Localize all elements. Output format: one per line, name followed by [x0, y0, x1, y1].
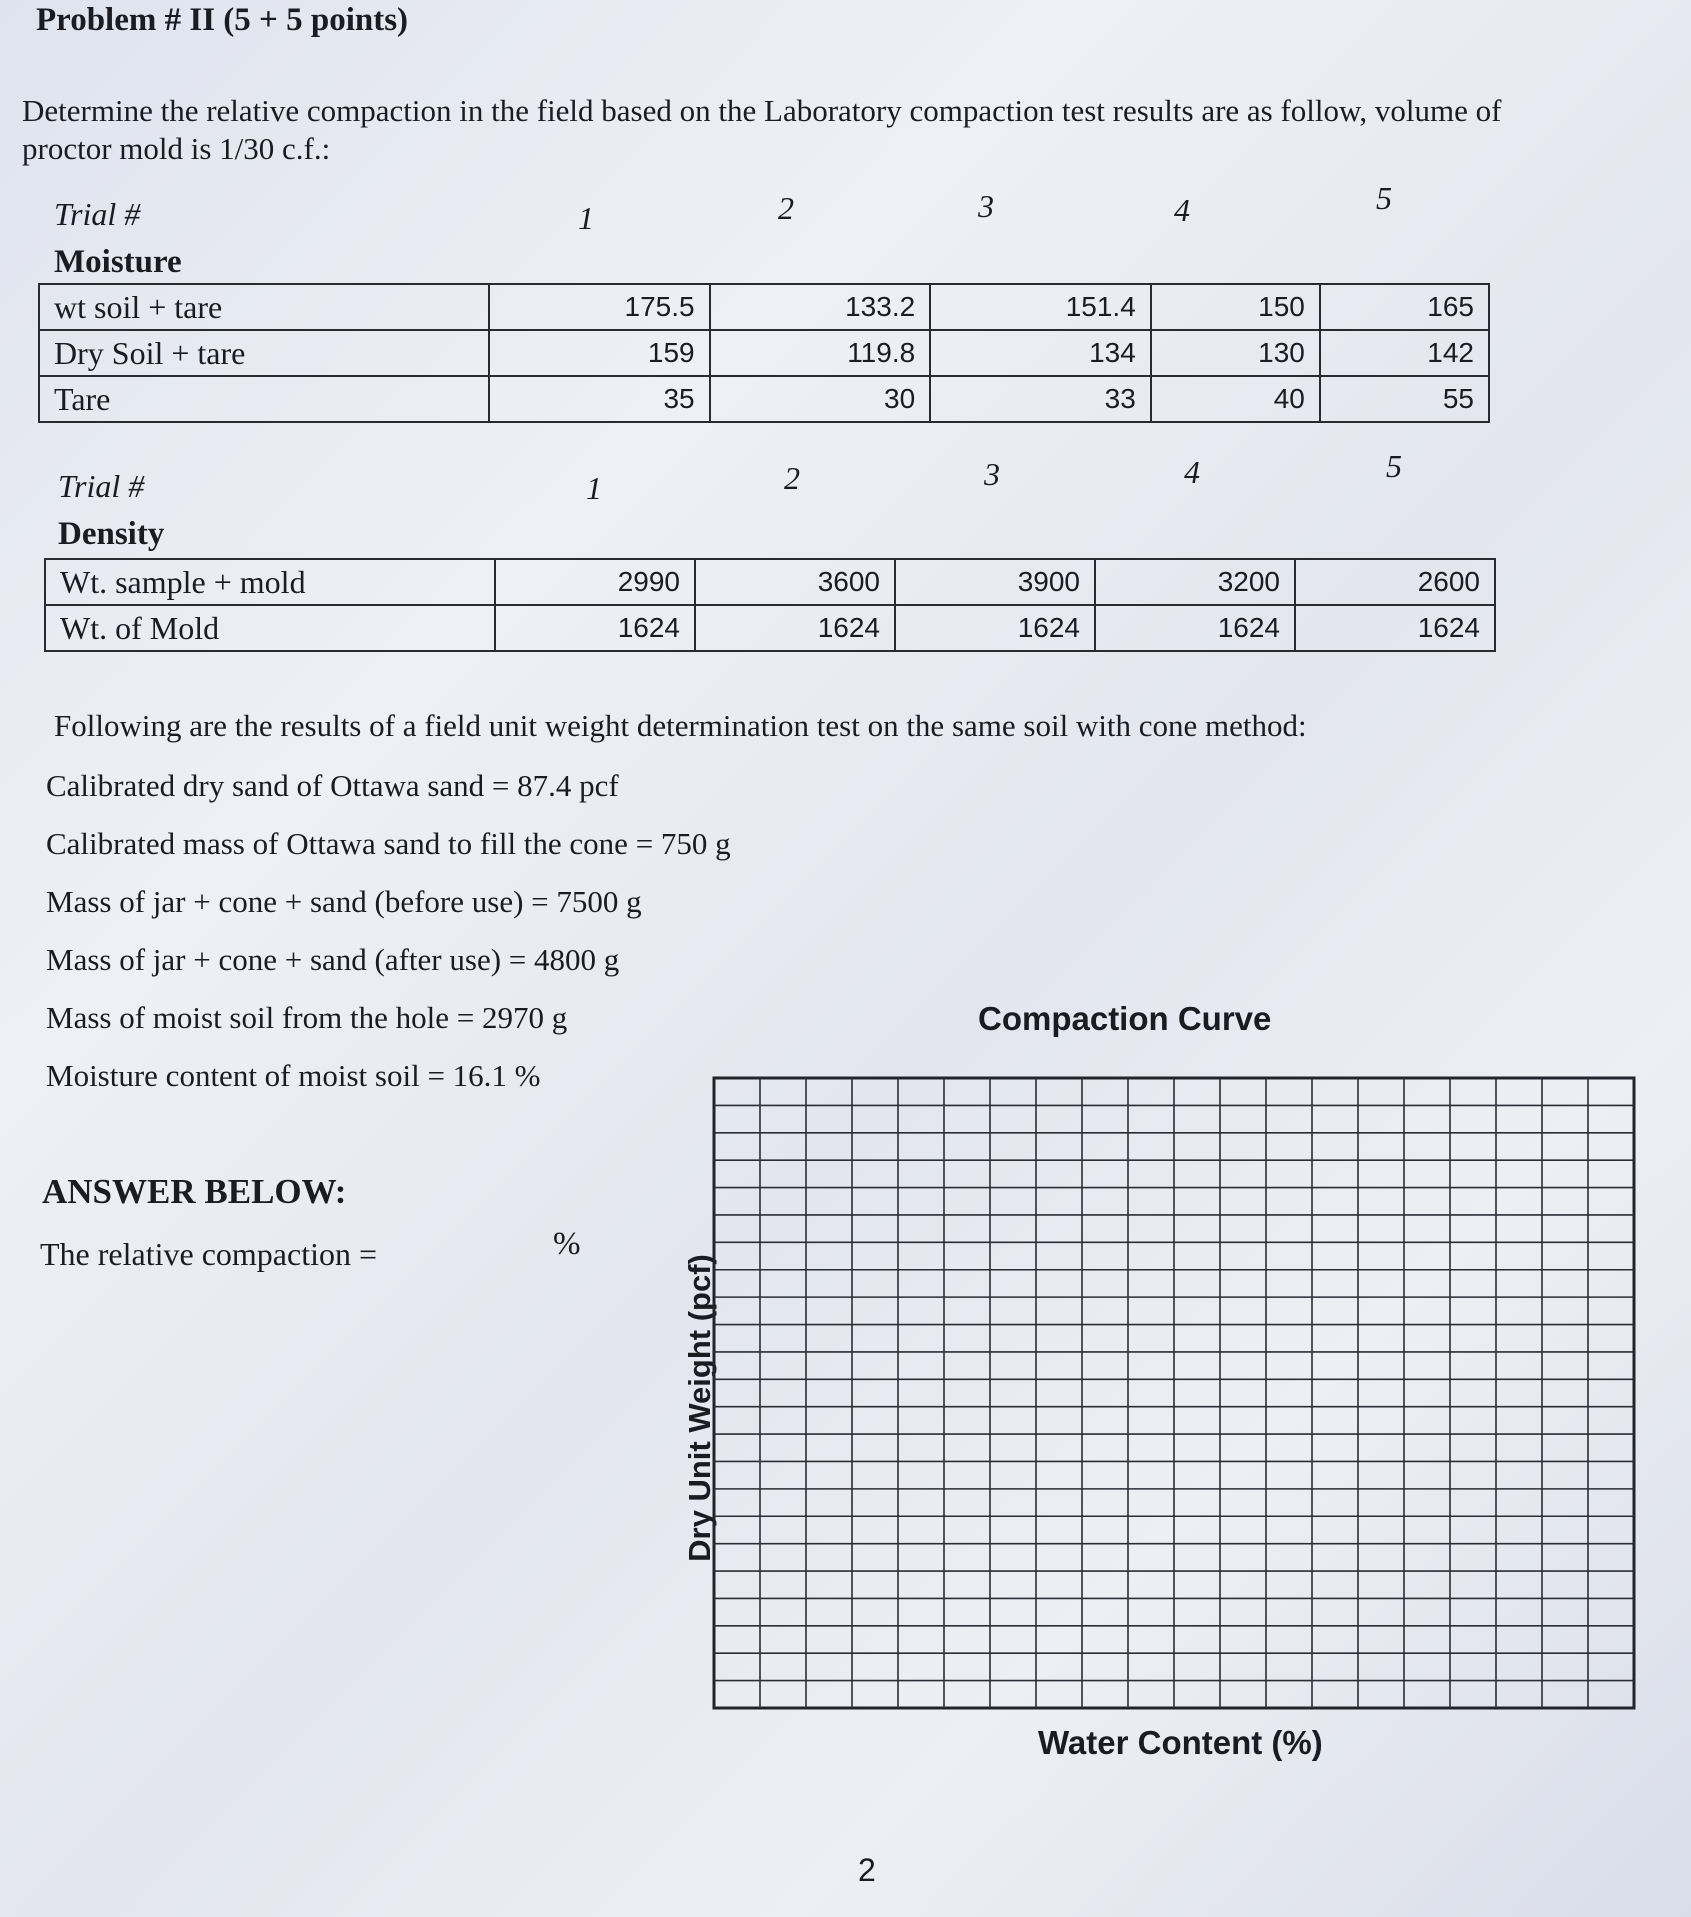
row-label: wt soil + tare	[39, 284, 489, 330]
table-row	[45, 559, 1495, 605]
row-label: Dry Soil + tare	[39, 330, 489, 376]
row-label: Wt. of Mold	[45, 605, 495, 651]
table-cell: 1624	[1295, 605, 1495, 651]
trial-number: 5	[1376, 180, 1392, 216]
trial-number: 1	[578, 200, 594, 236]
field-line: Mass of moist soil from the hole = 2970 g	[46, 1000, 568, 1035]
table-cell: 142	[1320, 330, 1489, 376]
problem-title: Problem # II (5 + 5 points)	[36, 2, 409, 38]
table-cell: 1624	[895, 605, 1095, 651]
table-cell: 151.4	[930, 284, 1151, 330]
y-axis-label: Dry Unit Weight (pcf)	[682, 1254, 717, 1562]
moisture-table	[38, 283, 1490, 423]
table-cell: 2990	[495, 559, 695, 605]
table-cell: 150	[1151, 284, 1320, 330]
field-line: Calibrated dry sand of Ottawa sand = 87.4 pcf	[46, 768, 619, 803]
chart-title: Compaction Curve	[978, 1000, 1272, 1037]
table-cell: 165	[1320, 284, 1489, 330]
table-cell: 3200	[1095, 559, 1295, 605]
moisture-section-label: Moisture	[54, 244, 182, 280]
problem-intro: Determine the relative compaction in the field based on the Laboratory compaction test results are as follow, volume of proctor mold is 1/30 c.f.:	[22, 93, 1502, 166]
trial-number: 3	[978, 188, 994, 224]
answer-unit: %	[553, 1226, 581, 1262]
table-cell: 159	[489, 330, 710, 376]
answer-line: The relative compaction =	[40, 1236, 378, 1272]
table-row	[39, 284, 1489, 330]
density-section-label: Density	[58, 516, 165, 552]
trial-number: 3	[984, 456, 1000, 492]
table-cell: 133.2	[710, 284, 931, 330]
compaction-curve-grid	[710, 1074, 1650, 1724]
table-cell: 175.5	[489, 284, 710, 330]
trial-label-moisture: Trial #	[54, 196, 141, 232]
table-cell: 1624	[1095, 605, 1295, 651]
table-row	[39, 376, 1489, 422]
table-cell: 119.8	[710, 330, 931, 376]
trial-label-density: Trial #	[58, 468, 145, 504]
table-cell: 134	[930, 330, 1151, 376]
row-label: Tare	[39, 376, 489, 422]
trial-number: 4	[1174, 192, 1190, 228]
density-table	[44, 558, 1496, 652]
field-line: Moisture content of moist soil = 16.1 %	[46, 1058, 541, 1093]
table-cell: 55	[1320, 376, 1489, 422]
table-cell: 130	[1151, 330, 1320, 376]
table-cell: 35	[489, 376, 710, 422]
trial-number: 2	[784, 460, 800, 496]
table-cell: 1624	[695, 605, 895, 651]
table-row	[45, 605, 1495, 651]
field-test-heading: Following are the results of a field unit weight determination test on the same soil with cone method:	[54, 708, 1307, 743]
table-cell: 3900	[895, 559, 1095, 605]
field-line: Mass of jar + cone + sand (before use) = 7500 g	[46, 884, 642, 919]
row-label: Wt. sample + mold	[45, 559, 495, 605]
table-cell: 1624	[495, 605, 695, 651]
table-row	[39, 330, 1489, 376]
table-cell: 33	[930, 376, 1151, 422]
trial-number: 2	[778, 190, 794, 226]
field-line: Mass of jar + cone + sand (after use) = 4800 g	[46, 942, 620, 977]
page-number: 2	[858, 1852, 876, 1888]
table-cell: 2600	[1295, 559, 1495, 605]
table-cell: 40	[1151, 376, 1320, 422]
x-axis-label: Water Content (%)	[1038, 1724, 1323, 1761]
field-line: Calibrated mass of Ottawa sand to fill the cone = 750 g	[46, 826, 731, 861]
answer-heading: ANSWER BELOW:	[42, 1172, 347, 1211]
table-cell: 30	[710, 376, 931, 422]
trial-number: 4	[1184, 454, 1200, 490]
trial-number: 5	[1386, 448, 1402, 484]
table-cell: 3600	[695, 559, 895, 605]
trial-number: 1	[586, 470, 602, 506]
